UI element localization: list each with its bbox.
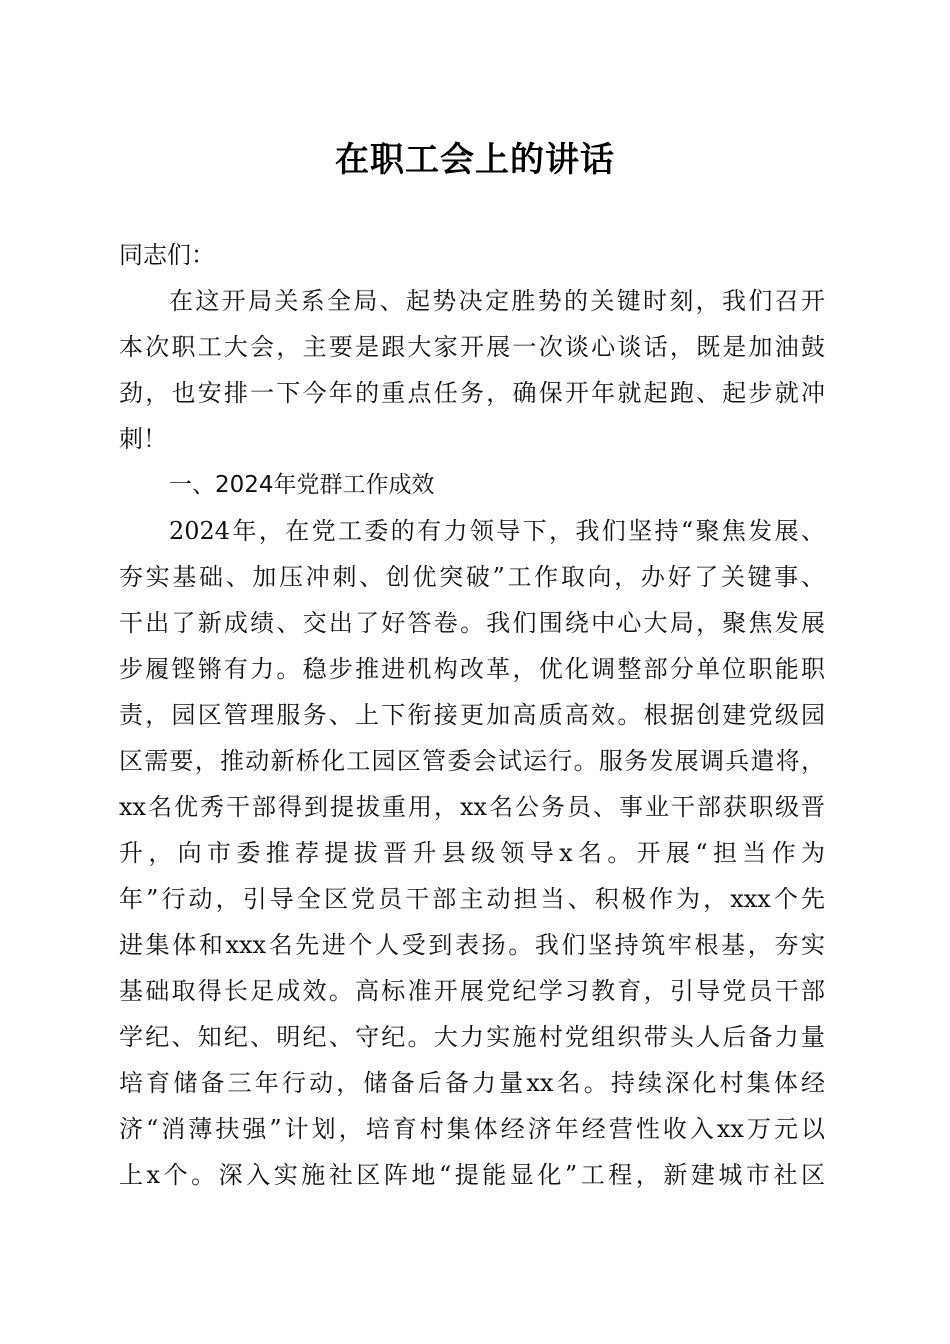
paragraph-line: 刺！: [119, 425, 167, 453]
paragraph-line: 升，向市委推荐提拔晋升县级领导x名。开展“担当作为: [119, 839, 825, 867]
paragraph-line: 劲，也安排一下今年的重点任务，确保开年就起跑、起步就冲: [119, 379, 825, 407]
paragraph-line: 本次职工大会，主要是跟大家开展一次谈心谈话，既是加油鼓: [119, 333, 825, 361]
document-title: 在职工会上的讲话: [335, 140, 615, 180]
paragraph-line: 在这开局关系全局、起势决定胜势的关键时刻，我们召开: [169, 287, 825, 315]
paragraph-line: 2024年，在党工委的有力领导下，我们坚持“聚焦发展、: [169, 517, 825, 545]
paragraph-line: xx名优秀干部得到提拔重用，xx名公务员、事业干部获职级晋: [119, 793, 825, 821]
paragraph-line: 年”行动，引导全区党员干部主动担当、积极作为，xxx个先: [119, 885, 825, 913]
paragraph-line: 责，园区管理服务、上下衔接更加高质高效。根据创建党级园: [119, 701, 825, 729]
paragraph-line: 区需要，推动新桥化工园区管委会试运行。服务发展调兵遣将，: [119, 747, 825, 775]
paragraph-line: 干出了新成绩、交出了好答卷。我们围绕中心大局，聚焦发展: [119, 609, 825, 637]
paragraph-line: 培育储备三年行动，储备后备力量xx名。持续深化村集体经: [119, 1069, 825, 1097]
paragraph-line: 上x个。深入实施社区阵地“提能显化”工程，新建城市社区: [119, 1161, 825, 1189]
document-body: [119, 232, 825, 1198]
section-heading: 一、2024年党群工作成效: [169, 472, 435, 498]
paragraph-line: 学纪、知纪、明纪、守纪。大力实施村党组织带头人后备力量: [119, 1023, 825, 1051]
salutation-line: 同志们：: [119, 241, 215, 269]
paragraph-line: 步履铿锵有力。稳步推进机构改革，优化调整部分单位职能职: [119, 655, 825, 683]
paragraph-line: 进集体和xxx名先进个人受到表扬。我们坚持筑牢根基，夯实: [119, 931, 825, 959]
paragraph-line: 济“消薄扶强”计划，培育村集体经济年经营性收入xx万元以: [119, 1115, 825, 1143]
paragraph-line: 基础取得长足成效。高标准开展党纪学习教育，引导党员干部: [119, 977, 825, 1005]
paragraph-line: 夯实基础、加压冲刺、创优突破”工作取向，办好了关键事、: [119, 563, 825, 591]
